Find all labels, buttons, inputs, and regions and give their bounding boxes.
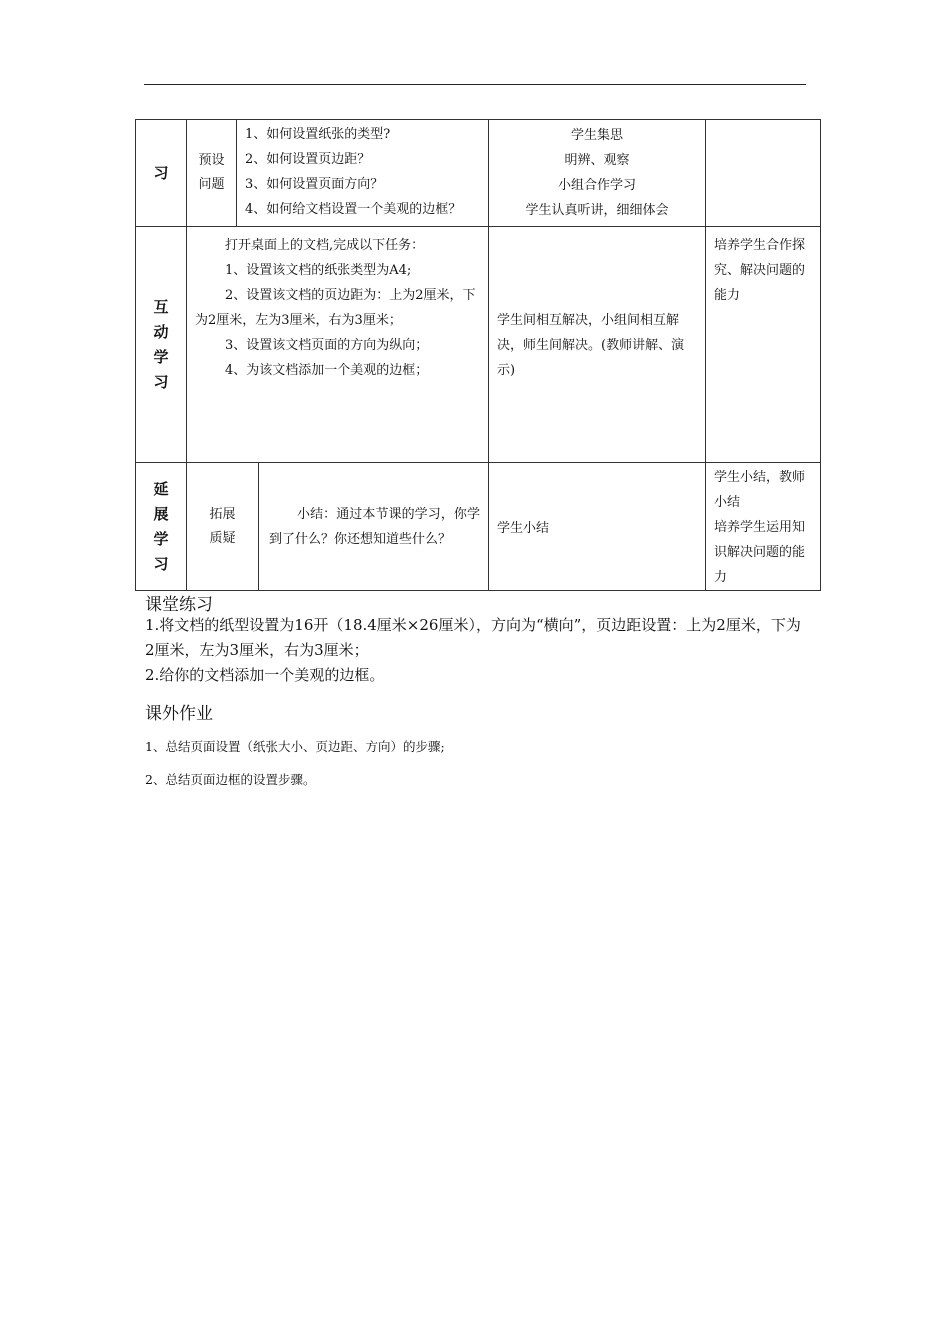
table-row xyxy=(136,227,821,463)
header-rule xyxy=(144,84,806,85)
subsection-label: 拓展 质疑 xyxy=(187,463,259,591)
design-intent: 学生小结，教师小结 培养学生运用知识解决问题的能力 xyxy=(706,463,821,591)
student-activities: 学生集思 明辨、观察 小组合作学习 学生认真听讲，细细体会 xyxy=(489,120,706,227)
practice-heading: 课堂练习 xyxy=(145,595,213,615)
homework-item: 1、总结页面设置（纸张大小、页边距、方向）的步骤; xyxy=(145,739,445,754)
homework-heading: 课外作业 xyxy=(145,704,213,724)
summary-question: 小结：通过本节课的学习，你学到了什么？你还想知道些什么？ xyxy=(259,463,489,591)
practice-item: 2.给你的文档添加一个美观的边框。 xyxy=(145,666,385,684)
lesson-plan-table xyxy=(135,119,821,591)
table-row xyxy=(136,120,821,227)
preset-questions: 1、如何设置纸张的类型? 2、如何设置页边距？ 3、如何设置页面方向？ 4、如何给文档设置一个美观的边框？ xyxy=(237,120,489,227)
table-row xyxy=(136,463,821,591)
student-activity: 学生间相互解决，小组间相互解决，师生间解决。(教师讲解、演示) xyxy=(489,227,706,463)
subsection-label: 预设 问题 xyxy=(187,120,237,227)
design-intent xyxy=(706,120,821,227)
section-label: 互 动 学 习 xyxy=(136,227,187,463)
task-list: 打开桌面上的文档,完成以下任务： 1、设置该文档的纸张类型为A4; 2、设置该文档的页边距为：上为2厘米，下为2厘米，左为3厘米，右为3厘米； 3、设置该文档页面的方向为纵向； 4、为该文档添加一个美观的边框； xyxy=(187,227,489,463)
section-label: 习 xyxy=(136,120,187,227)
design-intent: 培养学生合作探究、解决问题的能力 xyxy=(706,227,821,463)
student-activity: 学生小结 xyxy=(489,463,706,591)
section-label: 延 展 学 习 xyxy=(136,463,187,591)
practice-item: 1.将文档的纸型设置为16开（18.4厘米×26厘米），方向为“横向”，页边距设置：上为2厘米，下为2厘米，左为3厘米，右为3厘米； xyxy=(145,616,801,659)
homework-item: 2、总结页面边框的设置步骤。 xyxy=(145,772,316,787)
